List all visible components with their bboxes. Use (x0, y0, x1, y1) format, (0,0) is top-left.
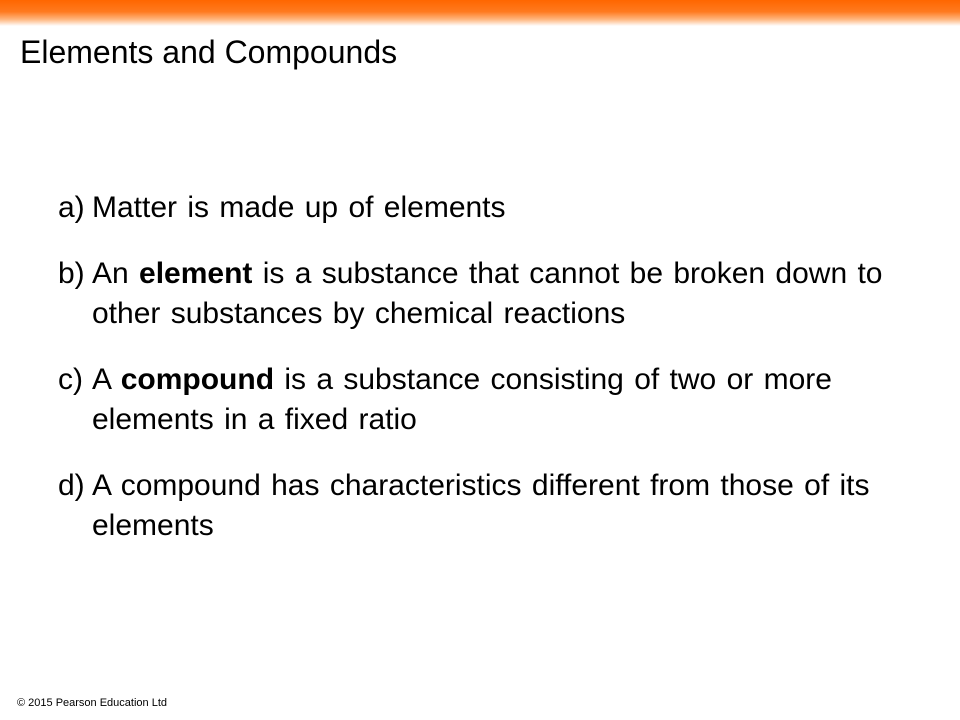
bullet-marker: d) (58, 469, 85, 502)
copyright-footer: © 2015 Pearson Education Ltd (17, 697, 167, 709)
bullet-item-b (58, 254, 918, 334)
bullet-list (58, 188, 918, 572)
bullet-text (92, 360, 918, 440)
bullet-text-post: is a substance that cannot be broken down to other substances by chemical reactions (92, 257, 883, 330)
bullet-marker: b) (58, 257, 85, 290)
bullet-text-content: Matter is made up of elements (92, 191, 506, 224)
bullet-text-pre: An (92, 257, 140, 290)
bullet-item-c (58, 360, 918, 440)
bullet-marker: a) (58, 191, 85, 224)
top-accent-band (0, 0, 960, 26)
bullet-item-a (58, 188, 918, 228)
bullet-item-d (58, 466, 918, 546)
bullet-text-content: A compound has characteristics different from those of its elements (92, 469, 870, 542)
slide-title: Elements and Compounds (20, 34, 398, 70)
bullet-marker: c) (58, 363, 83, 396)
bullet-text-pre: A (92, 363, 121, 396)
bullet-text (92, 254, 918, 334)
term-compound: compound (120, 363, 275, 396)
bullet-text (92, 188, 918, 228)
term-element: element (139, 257, 253, 290)
bullet-text (92, 466, 918, 546)
bullet-text-post: is a substance consisting of two or more elements in a fixed ratio (92, 363, 832, 436)
